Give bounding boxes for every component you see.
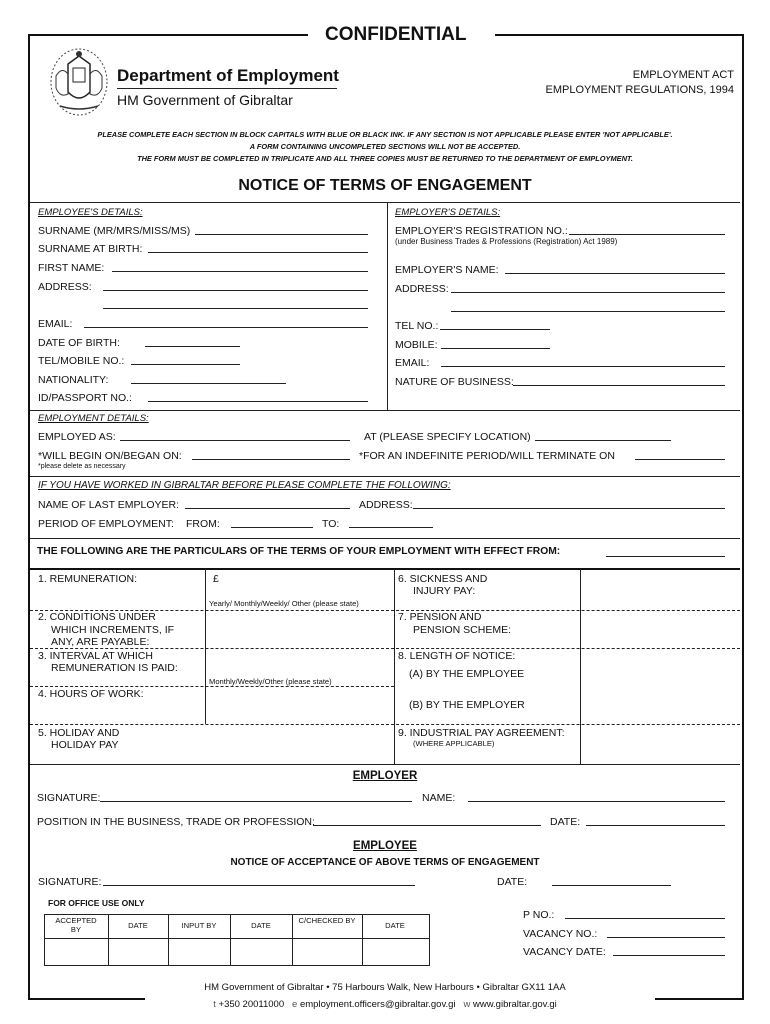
- vacancy-date-label: VACANCY DATE:: [523, 946, 606, 958]
- previous-address-field[interactable]: [413, 508, 725, 509]
- instruction-1: PLEASE COMPLETE EACH SECTION IN BLOCK CAPITALS WITH BLUE OR BLACK INK. IF ANY SECTION IS NOT APPLICABLE PLEASE ENTER 'NOT APPLICABLE'.: [97, 130, 673, 139]
- previous-divider: [30, 538, 740, 539]
- pension-field[interactable]: [582, 612, 738, 646]
- employer-address-field-2[interactable]: [451, 311, 725, 312]
- terms-col-2: [394, 569, 395, 764]
- pension-label-2: PENSION SCHEME:: [413, 624, 512, 636]
- employee-email-label: EMAIL:: [38, 318, 73, 330]
- delete-note: *please delete as necessary: [38, 463, 126, 470]
- employer-sig-name-label: NAME:: [422, 792, 456, 804]
- employee-signature-field[interactable]: [103, 885, 415, 886]
- employee-date-label: DATE:: [497, 876, 528, 888]
- regs-label: EMPLOYMENT REGULATIONS, 1994: [545, 84, 734, 96]
- nationality-field[interactable]: [131, 383, 286, 384]
- employer-email-field[interactable]: [441, 366, 725, 367]
- employer-mobile-field[interactable]: [441, 348, 550, 349]
- office-col-date-1: DATE: [128, 921, 148, 930]
- holiday-field[interactable]: [207, 726, 391, 762]
- office-col-accepted: ACCEPTED BY: [55, 916, 97, 935]
- interval-note: Monthly/Weekly/Other (please state): [209, 677, 332, 686]
- from-label: FROM:: [186, 518, 220, 530]
- office-cell-date-2[interactable]: [231, 940, 291, 963]
- vacancy-no-field[interactable]: [607, 937, 725, 938]
- p-no-field[interactable]: [565, 918, 725, 919]
- p-no-label: P NO.:: [523, 909, 555, 921]
- gov-name: HM Government of Gibraltar: [117, 92, 293, 108]
- employer-heading: EMPLOYER'S DETAILS:: [395, 207, 501, 218]
- terms-row-3: [30, 686, 394, 687]
- first-name-label: FIRST NAME:: [38, 262, 105, 274]
- employer-email-label: EMAIL:: [395, 357, 430, 369]
- remuneration-field[interactable]: [222, 572, 390, 596]
- period-label: *FOR AN INDEFINITE PERIOD/WILL TERMINATE ON: [359, 450, 615, 462]
- employer-sig-name-field[interactable]: [468, 801, 725, 802]
- employment-divider: [30, 476, 740, 477]
- pension-label-1: 7. PENSION AND: [398, 611, 482, 623]
- employee-tel-field[interactable]: [131, 364, 240, 365]
- act-label: EMPLOYMENT ACT: [632, 69, 734, 81]
- employer-date-label: DATE:: [550, 816, 581, 828]
- top-border-right: [495, 34, 742, 36]
- interval-label-1: 3. INTERVAL AT WHICH: [38, 650, 153, 662]
- office-col-checked: C/CHECKED BY: [298, 916, 356, 925]
- employer-sig-heading: EMPLOYER: [352, 770, 418, 782]
- office-col-input: INPUT BY: [181, 921, 217, 930]
- id-field[interactable]: [148, 401, 368, 402]
- surname-birth-field[interactable]: [148, 252, 368, 253]
- conditions-field[interactable]: [207, 612, 391, 646]
- holiday-label-1: 5. HOLIDAY AND: [38, 727, 120, 739]
- nature-label: NATURE OF BUSINESS:: [395, 376, 514, 388]
- industrial-field[interactable]: [582, 726, 738, 762]
- terms-row-4: [30, 724, 740, 725]
- office-table-row: [44, 938, 430, 939]
- office-col-date-2: DATE: [251, 921, 271, 930]
- employed-as-field[interactable]: [120, 440, 350, 441]
- office-cell-checked[interactable]: [293, 940, 361, 963]
- conditions-label-2: WHICH INCREMENTS, IF: [51, 624, 175, 636]
- location-field[interactable]: [535, 440, 671, 441]
- hours-field[interactable]: [207, 688, 391, 722]
- gibraltar-crest-logo: [48, 46, 110, 118]
- last-employer-field[interactable]: [185, 508, 350, 509]
- employment-heading: EMPLOYMENT DETAILS:: [38, 413, 149, 424]
- interval-label-2: REMUNERATION IS PAID:: [51, 662, 178, 674]
- office-heading: FOR OFFICE USE ONLY: [48, 898, 145, 908]
- employer-reg-field[interactable]: [569, 234, 725, 235]
- last-employer-label: NAME OF LAST EMPLOYER:: [38, 499, 180, 511]
- pound-sign: £: [213, 573, 219, 585]
- first-name-field[interactable]: [112, 271, 368, 272]
- instruction-2: A FORM CONTAINING UNCOMPLETED SECTIONS WILL NOT BE ACCEPTED.: [249, 142, 521, 151]
- employee-address-field-1[interactable]: [103, 290, 368, 291]
- office-cell-input[interactable]: [169, 940, 229, 963]
- notice-employee-label: (A) BY THE EMPLOYEE: [409, 668, 525, 680]
- period-employment-label: PERIOD OF EMPLOYMENT:: [38, 518, 174, 530]
- employer-signature-field[interactable]: [100, 801, 412, 802]
- employee-heading: EMPLOYEE'S DETAILS:: [38, 207, 143, 218]
- web-prefix: w: [463, 999, 471, 1010]
- employee-address-label: ADDRESS:: [38, 281, 92, 293]
- terms-row-2: [30, 648, 740, 649]
- employee-sig-heading: EMPLOYEE: [353, 840, 417, 852]
- conditions-label-1: 2. CONDITIONS UNDER: [38, 611, 156, 623]
- notice-employee-field[interactable]: [582, 650, 738, 686]
- confidential-heading: CONFIDENTIAL: [325, 24, 467, 45]
- footer-email[interactable]: employment.officers@gibraltar.gov.gi: [299, 999, 456, 1010]
- remuneration-note: Yearly/ Monthly/Weekly/ Other (please state): [209, 599, 359, 608]
- details-column-divider: [387, 202, 388, 410]
- location-label: AT (PLEASE SPECIFY LOCATION): [364, 431, 531, 443]
- office-cell-accepted[interactable]: [45, 940, 107, 963]
- surname-label: SURNAME (MR/MRS/MISS/MS): [38, 225, 191, 237]
- employed-as-label: EMPLOYED AS:: [38, 431, 116, 443]
- surname-field[interactable]: [195, 234, 368, 235]
- dob-field[interactable]: [145, 346, 240, 347]
- vacancy-no-label: VACANCY NO.:: [523, 928, 598, 940]
- nationality-label: NATIONALITY:: [38, 374, 109, 386]
- terms-col-1: [205, 569, 206, 724]
- conditions-label-3: ANY, ARE PAYABLE:: [51, 636, 150, 648]
- footer-address: HM Government of Gibraltar • 75 Harbours Walk, New Harbours • Gibraltar GX11 1AA: [204, 982, 566, 993]
- industrial-label: 9. INDUSTRIAL PAY AGREEMENT:: [398, 727, 565, 739]
- employer-address-label: ADDRESS:: [395, 283, 449, 295]
- interval-field[interactable]: [207, 650, 391, 674]
- office-cell-date-1[interactable]: [109, 940, 167, 963]
- employee-email-field[interactable]: [84, 327, 368, 328]
- dob-label: DATE OF BIRTH:: [38, 337, 120, 349]
- form-title: NOTICE OF TERMS OF ENGAGEMENT: [238, 177, 532, 194]
- vacancy-date-field[interactable]: [613, 955, 725, 956]
- employer-address-field-1[interactable]: [451, 292, 725, 293]
- notice-employer-label: (B) BY THE EMPLOYER: [409, 699, 525, 711]
- employee-date-field[interactable]: [552, 885, 671, 886]
- effective-date-field[interactable]: [606, 556, 725, 557]
- top-border-left: [28, 34, 308, 36]
- position-label: POSITION IN THE BUSINESS, TRADE OR PROFESSION:: [37, 816, 315, 828]
- position-field[interactable]: [313, 825, 541, 826]
- employer-tel-field[interactable]: [440, 329, 550, 330]
- from-field[interactable]: [231, 527, 313, 528]
- footer-phone: +350 20011000: [218, 999, 285, 1010]
- footer-contact: [0, 999, 770, 1010]
- terms-row-5: [30, 764, 740, 765]
- title-divider: [30, 202, 740, 203]
- surname-birth-label: SURNAME AT BIRTH:: [38, 243, 143, 255]
- employer-reg-note: (under Business Trades & Professions (Registration) Act 1989): [395, 237, 618, 246]
- employer-name-field[interactable]: [505, 273, 725, 274]
- employer-reg-label: EMPLOYER'S REGISTRATION NO.:: [395, 225, 568, 237]
- industrial-note: (WHERE APPLICABLE): [413, 739, 495, 748]
- remuneration-label: 1. REMUNERATION:: [38, 573, 137, 585]
- terms-col-3: [580, 569, 581, 764]
- phone-prefix: t: [213, 999, 216, 1010]
- sickness-label-1: 6. SICKNESS AND: [398, 573, 488, 585]
- to-field[interactable]: [349, 527, 433, 528]
- office-col-date-3: DATE: [385, 921, 405, 930]
- acceptance-heading: NOTICE OF ACCEPTANCE OF ABOVE TERMS OF ENGAGEMENT: [230, 857, 540, 868]
- office-cell-date-3[interactable]: [363, 940, 427, 963]
- dept-name: Department of Employment: [117, 66, 339, 85]
- terms-top-border: [30, 568, 740, 570]
- terms-heading: THE FOLLOWING ARE THE PARTICULARS OF THE TERMS OF YOUR EMPLOYMENT WITH EFFECT FROM:: [37, 546, 561, 557]
- employer-signature-label: SIGNATURE:: [37, 792, 101, 804]
- to-label: TO:: [322, 518, 340, 530]
- footer-web[interactable]: www.gibraltar.gov.gi: [472, 999, 557, 1010]
- notice-label: 8. LENGTH OF NOTICE:: [398, 650, 516, 662]
- employer-tel-label: TEL NO.:: [395, 320, 439, 332]
- employer-date-field[interactable]: [586, 825, 725, 826]
- email-prefix: e: [292, 999, 298, 1010]
- employee-signature-label: SIGNATURE:: [38, 876, 102, 888]
- instruction-3: THE FORM MUST BE COMPLETED IN TRIPLICATE AND ALL THREE COPIES MUST BE RETURNED TO THE DEPARTMENT OF EMPLOYMENT.: [137, 154, 633, 163]
- nature-field[interactable]: [513, 385, 725, 386]
- holiday-label-2: HOLIDAY PAY: [51, 739, 119, 751]
- begin-field[interactable]: [192, 459, 350, 460]
- employee-tel-label: TEL/MOBILE NO.:: [38, 355, 125, 367]
- previous-address-label: ADDRESS:: [359, 499, 413, 511]
- employee-address-field-2[interactable]: [103, 308, 368, 309]
- employer-mobile-label: MOBILE:: [395, 339, 438, 351]
- previous-heading: IF YOU HAVE WORKED IN GIBRALTAR BEFORE PLEASE COMPLETE THE FOLLOWING:: [38, 480, 451, 491]
- notice-employer-field[interactable]: [582, 688, 738, 722]
- details-divider: [30, 410, 740, 411]
- period-field[interactable]: [635, 459, 725, 460]
- hours-label: 4. HOURS OF WORK:: [38, 688, 144, 700]
- sickness-field[interactable]: [582, 572, 738, 608]
- dept-divider: [117, 88, 337, 89]
- begin-label: *WILL BEGIN ON/BEGAN ON:: [38, 450, 182, 462]
- employer-name-label: EMPLOYER'S NAME:: [395, 264, 499, 276]
- sickness-label-2: INJURY PAY:: [413, 585, 476, 597]
- id-label: ID/PASSPORT NO.:: [38, 392, 132, 404]
